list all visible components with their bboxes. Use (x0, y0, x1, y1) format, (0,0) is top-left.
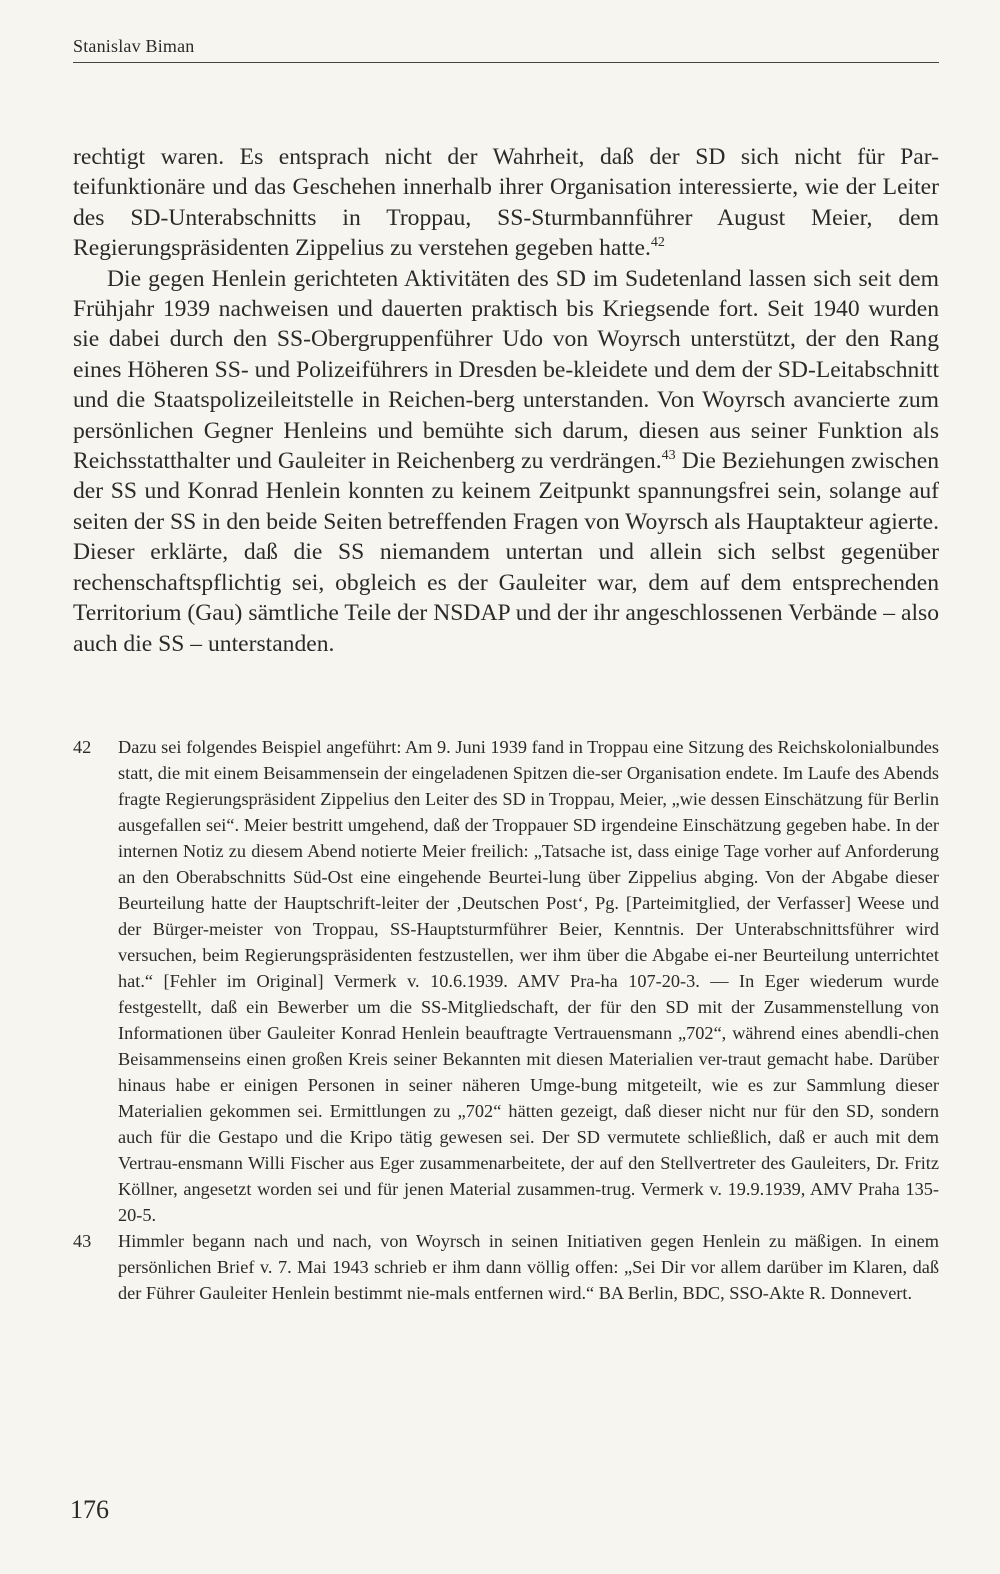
footnote-ref-42[interactable]: 42 (650, 235, 665, 251)
paragraph-2-text-a: Die gegen Henlein gerichteten Aktivitäten des SD im Sudetenland lassen sich seit dem Frühjahr 1939 nachweisen und dauerten praktisch bis Kriegsende fort. Seit 1940 wurden sie dabei durch den SS-Obergruppenführer Udo von Woyrsch unterstützt, der den Rang eines Höheren SS- und Polizeiführers in Dresden be-kleidete und dem der SD-Leitabschnitt und die Staatspolizeileitstelle in Reichen-berg unterstanden. Von Woyrsch avancierte zum persönlichen Gegner Henleins und bemühte sich darum, diesen aus seiner Funktion als Reichsstatthalter und Gauleiter in Reichenberg zu verdrängen. (73, 265, 939, 475)
footnote-text: Dazu sei folgendes Beispiel angeführt: Am 9. Juni 1939 fand in Troppau eine Sitzung des Reichskolonialbundes statt, die mit einem Beisammensein der eingeladenen Spitzen die-ser Organisation endete. Im Laufe des Abends fragte Regierungspräsident Zippelius den Leiter des SD in Troppau, Meier, „wie dessen Einschätzung für Berlin ausgefallen sei“. Meier bestritt umgehend, daß der Troppauer SD irgendeine Einschätzung gegeben habe. In der internen Notiz zu diesem Abend notierte Meier freilich: „Tatsache ist, dass einige Tage vorher auf Anforderung an den Oberabschnitts Süd-Ost eine eingehende Beurtei-lung über Zippelius abging. Von der Abgabe dieser Beurteilung hatte der Hauptschrift-leiter der ‚Deutschen Post‘, Pg. [Parteimitglied, der Verfasser] Weese und der Bürger-meister von Troppau, SS-Hauptsturmführer Beier, Kenntnis. Der Unterabschnittsführer wird versuchen, beim Regierungspräsidenten festzustellen, wer ihm über die Abgabe ei-ner Beurteilung unterrichtet hat.“ [Fehler im Original] Vermerk v. 10.6.1939. AMV Pra-ha 107-20-3. — In Eger wiederum wurde festgestellt, daß ein Bewerber um die SS-Mitgliedschaft, der für den SD mit der Zusammenstellung von Informationen über Gauleiter Konrad Henlein beauftragte Vertrauensmann „702“, während eines abendli-chen Beisammenseins einen großen Kreis seiner Bekannten mit diesen Materialien ver-traut gemacht habe. Darüber hinaus habe er einigen Personen in seiner näheren Umge-bung mitgeteilt, wie es zur Sammlung dieser Materialien gekommen sei. Ermittlungen zu „702“ hätten gezeigt, daß dieser nicht nur für den SD, sondern auch für die Gestapo und die Kripo tätig gewesen sei. Der SD vermutete schließlich, daß er auch mit dem Vertrau-ensmann Willi Fischer aus Eger zusammenarbeitete, der auf den Stellvertreter des Gauleiters, Dr. Fritz Köllner, angesetzt worden sei und für jenen Material zusammen-trug. Vermerk v. 19.9.1939, AMV Praha 135-20-5. (118, 737, 939, 1225)
footnote-number: 42 (73, 737, 92, 757)
paragraph-1 (73, 142, 939, 264)
running-head-author: Stanislav Biman (73, 36, 939, 63)
page-number: 176 (70, 1495, 109, 1524)
paragraph-2-text-b: Die Beziehungen zwischen der SS und Konrad Henlein konnten zu keinem Zeitpunkt spannungsfrei sein, solange auf seiten der SS in den beide Seiten betreffenden Fragen von Woyrsch als Hauptakteur agierte. Dieser erklärte, daß die SS niemandem untertan und allein sich selbst gegenüber rechenschaftspflichtig sei, obgleich es der Gauleiter war, dem auf dem entsprechenden Territorium (Gau) sämtliche Teile der NSDAP und der ihr angeschlossenen Verbände – also auch die SS – unterstanden. (73, 448, 939, 657)
footnotes (73, 734, 939, 1306)
paragraph-2 (73, 264, 939, 659)
footnote-number: 43 (73, 1231, 92, 1251)
paragraph-1-text: rechtigt waren. Es entsprach nicht der Wahrheit, daß der SD sich nicht für Par-teifunktionäre und das Geschehen innerhalb ihrer Organisation interessierte, wie der Leiter des SD-Unterabschnitts in Troppau, SS-Sturmbannführer August Meier, dem Regierungspräsidenten Zippelius zu verstehen gegeben hatte. (73, 144, 939, 262)
footnote-42 (73, 734, 939, 1228)
footnote-43 (73, 1228, 939, 1306)
footnote-text: Himmler begann nach und nach, von Woyrsch in seinen Initiativen gegen Henlein zu mäßigen. In einem persönlichen Brief v. 7. Mai 1943 schrieb er ihm dann völlig offen: „Sei Dir vor allem darüber im Klaren, daß der Führer Gauleiter Henlein bestimmt nie-mals entfernen wird.“ BA Berlin, BDC, SSO-Akte R. Donnevert. (118, 1231, 939, 1303)
main-text (73, 142, 939, 659)
footnote-ref-43[interactable]: 43 (661, 448, 676, 464)
